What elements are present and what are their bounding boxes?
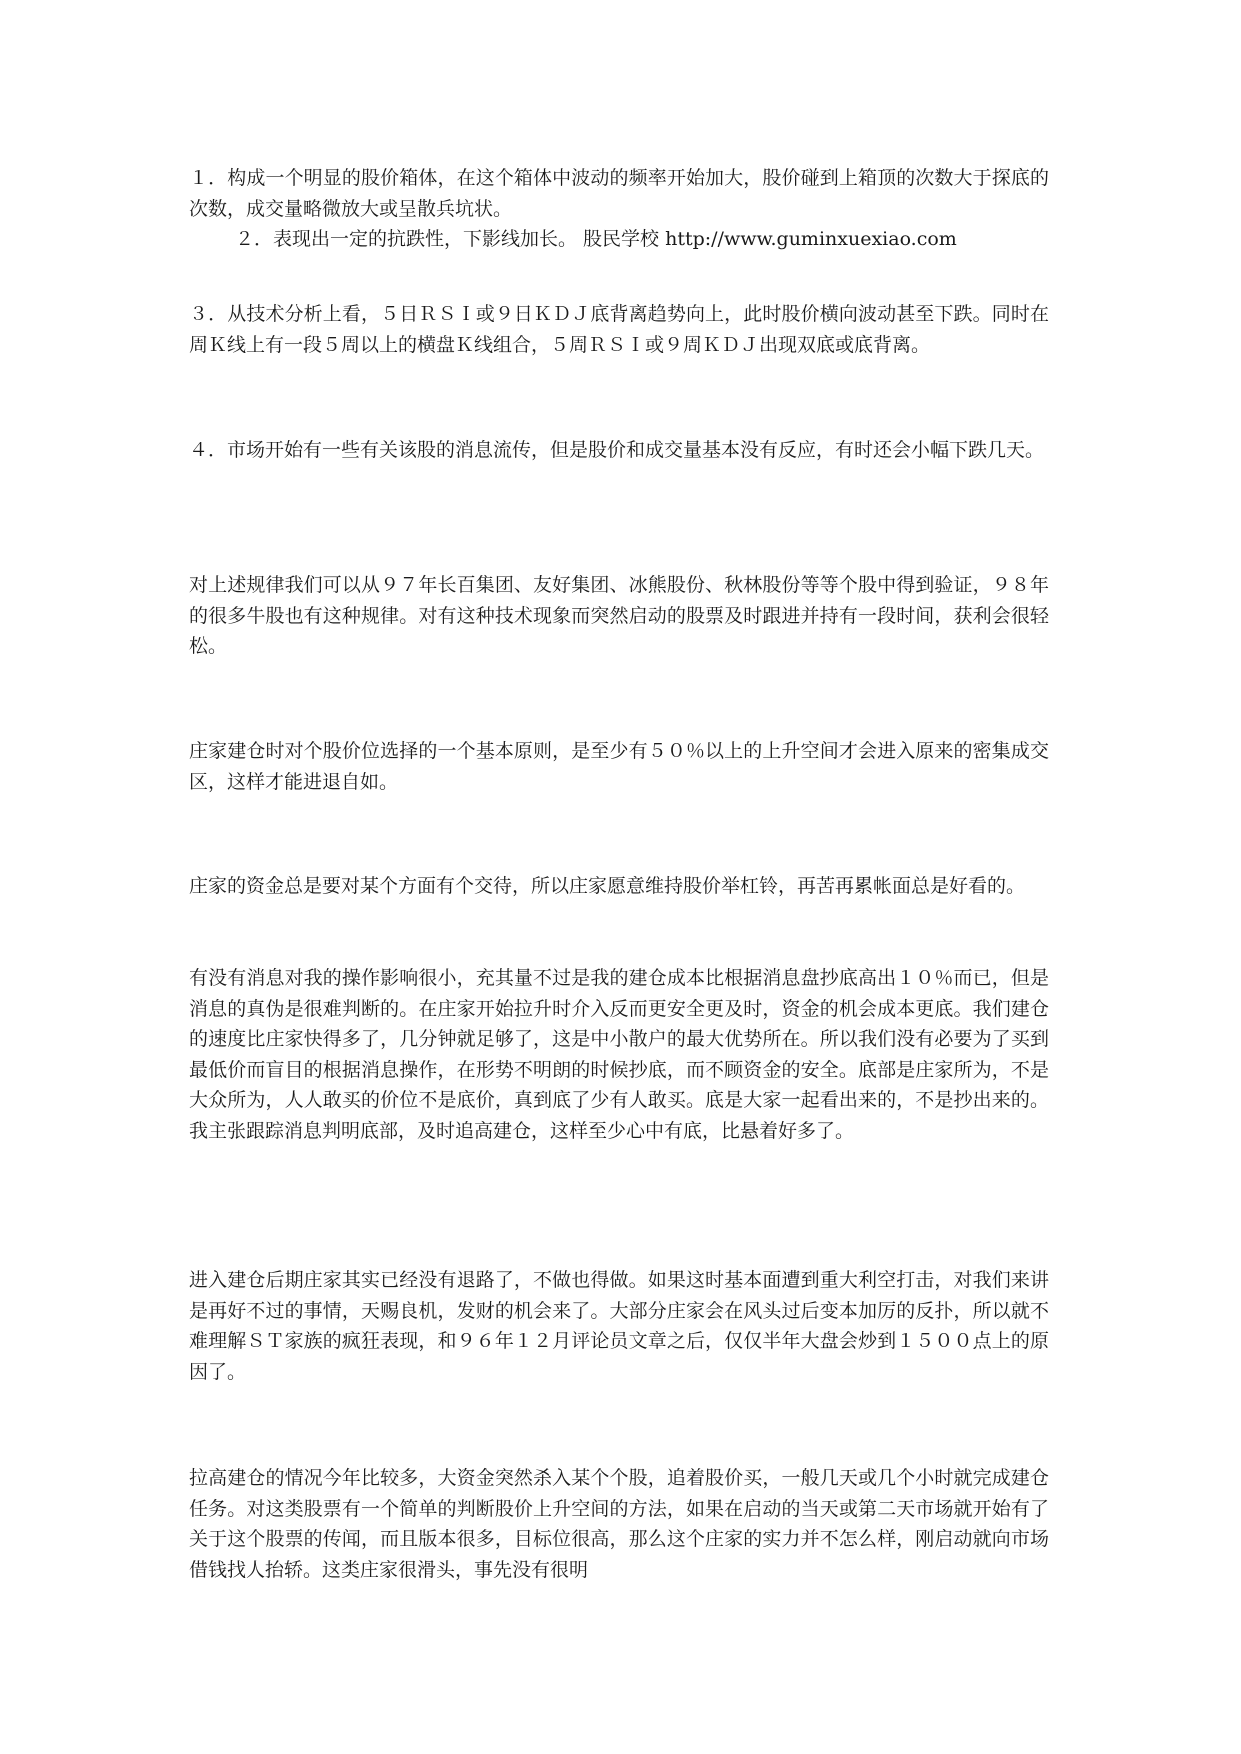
paragraph-7: 庄家的资金总是要对某个方面有个交待，所以庄家愿意维持股价举杠铃，再苦再累帐面总是好看的。 — [189, 875, 1026, 897]
paragraph-3: ３．从技术分析上看，５日ＲＳＩ或９日ＫＤＪ底背离趋势向上，此时股价横向波动甚至下跌。同时在周Ｋ线上有一段５周以上的横盘Ｋ线组合，５周ＲＳＩ或９周ＫＤＪ出现双底或底背离。 — [189, 303, 1049, 356]
paragraph-1: １．构成一个明显的股价箱体，在这个箱体中波动的频率开始加大，股价碰到上箱顶的次数大于探底的次数，成交量略微放大或呈散兵坑状。 — [189, 167, 1049, 220]
paragraph-4: ４．市场开始有一些有关该股的消息流传，但是股价和成交量基本没有反应，有时还会小幅下跌几天。 — [189, 439, 1045, 461]
paragraph-9: 进入建仓后期庄家其实已经没有退路了，不做也得做。如果这时基本面遭到重大利空打击，对我们来讲是再好不过的事情，天赐良机，发财的机会来了。大部分庄家会在风头过后变本加厉的反扑，所以就不难理解ＳＴ家族的疯狂表现，和９６年１２月评论员文章之后，仅仅半年大盘会炒到１５００点上的原因了。 — [189, 1269, 1049, 1383]
paragraph-6: 庄家建仓时对个股价位选择的一个基本原则，是至少有５０％以上的上升空间才会进入原来的密集成交区，这样才能进退自如。 — [189, 740, 1049, 793]
paragraph-5: 对上述规律我们可以从９７年长百集团、友好集团、冰熊股份、秋林股份等等个股中得到验证，９８年的很多牛股也有这种规律。对有这种技术现象而突然启动的股票及时跟进并持有一段时间，获利会很轻松。 — [189, 574, 1049, 657]
paragraph-10: 拉高建仓的情况今年比较多，大资金突然杀入某个个股，追着股价买，一般几天或几个小时就完成建仓任务。对这类股票有一个简单的判断股价上升空间的方法，如果在启动的当天或第二天市场就开始有了关于这个股票的传闻，而且版本很多，目标位很高，那么这个庄家的实力并不怎么样，刚启动就向市场借钱找人抬轿。这类庄家很滑头，事先没有很明 — [189, 1467, 1049, 1581]
paragraph-8: 有没有消息对我的操作影响很小，充其量不过是我的建仓成本比根据消息盘抄底高出１０％而已，但是消息的真伪是很难判断的。在庄家开始拉升时介入反而更安全更及时，资金的机会成本更底。我们建仓的速度比庄家快得多了，几分钟就足够了，这是中小散户的最大优势所在。所以我们没有必要为了买到最低价而盲目的根据消息操作，在形势不明朗的时候抄底，而不顾资金的安全。底部是庄家所为，不是大众所为，人人敢买的价位不是底价，真到底了少有人敢买。底是大家一起看出来的，不是抄出来的。我主张跟踪消息判明底部，及时追高建仓，这样至少心中有底，比悬着好多了。 — [189, 967, 1049, 1142]
paragraph-2: ２．表现出一定的抗跌性，下影线加长。 股民学校 http://www.guminxuexiao.com — [235, 228, 957, 250]
